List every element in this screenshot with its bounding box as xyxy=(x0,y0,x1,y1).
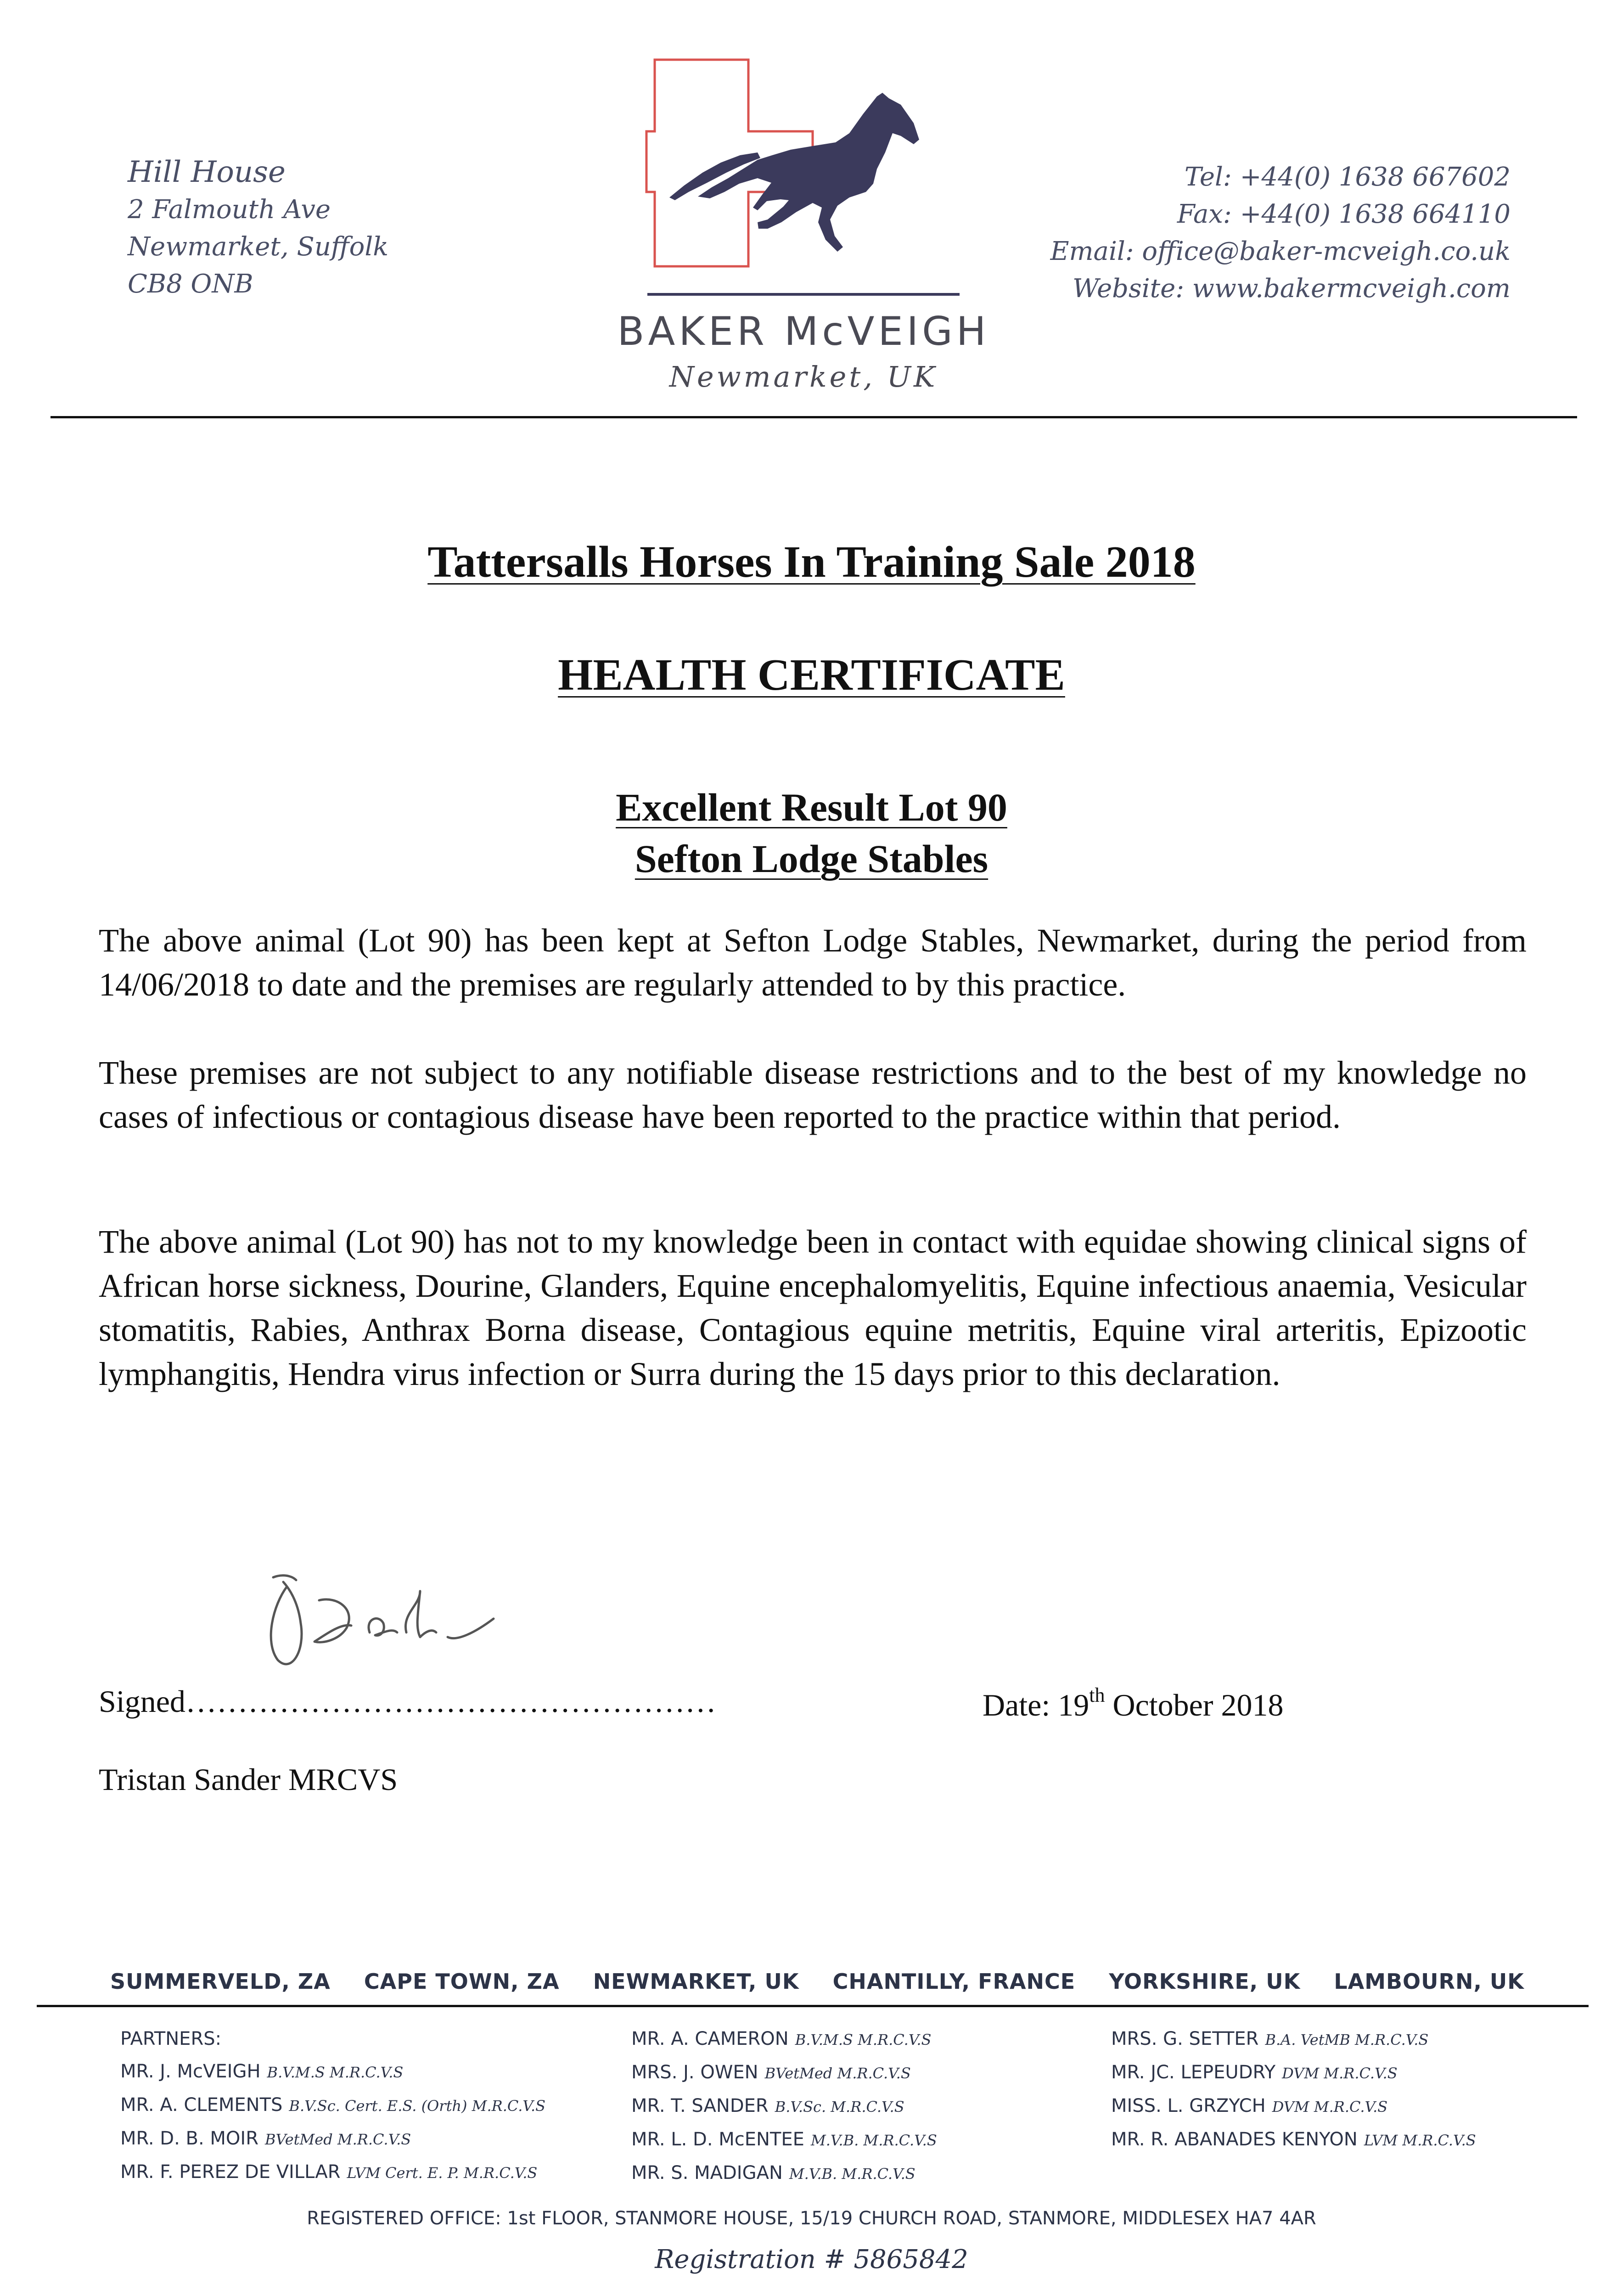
partner-entry: MISS. L. GRZYCH DVM M.R.C.V.S xyxy=(1111,2095,1388,2116)
office-location: NEWMARKET, UK xyxy=(593,1969,799,1994)
partner-entry: MRS. G. SETTER B.A. VetMB M.R.C.V.S xyxy=(1111,2028,1429,2049)
partners-column xyxy=(631,2023,937,2190)
header-divider xyxy=(51,416,1577,418)
subject-heading xyxy=(0,782,1623,884)
practice-contact xyxy=(1050,158,1511,307)
partner-entry: MR. F. PEREZ DE VILLAR LVM Cert. E. P. M.R.C.V.S xyxy=(120,2161,538,2183)
partner-entry: MR. S. MADIGAN M.V.B. M.R.C.V.S xyxy=(631,2162,915,2183)
body-paragraph: These premises are not subject to any notifiable disease restrictions and to the best of my knowledge no cases of infectious or contagious disease have been reported to the practice within that period. xyxy=(99,1054,1527,1135)
partner-entry: MR. L. D. McENTEE M.V.B. M.R.C.V.S xyxy=(631,2129,937,2150)
partner-entry: MR. R. ABANADES KENYON LVM M.R.C.V.S xyxy=(1111,2129,1476,2150)
partner-entry: MR. D. B. MOIR BVetMed M.R.C.V.S xyxy=(120,2128,411,2149)
sale-title: Tattersalls Horses In Training Sale 2018 xyxy=(427,537,1196,587)
partner-entry: MR. J. McVEIGH B.V.M.S M.R.C.V.S xyxy=(120,2061,404,2082)
office-locations xyxy=(110,1969,1524,1994)
certificate-date: Date: 19th October 2018 xyxy=(983,1684,1284,1722)
subject-lot: Excellent Result Lot 90 xyxy=(616,785,1007,829)
baker-mcveigh-logo xyxy=(592,54,1015,339)
partner-entry: MR. T. SANDER B.V.Sc. M.R.C.V.S xyxy=(631,2095,904,2116)
partners-heading: PARTNERS: xyxy=(120,2028,222,2049)
address-line: CB8 ONB xyxy=(128,269,253,299)
office-location: SUMMERVELD, ZA xyxy=(110,1969,331,1994)
footer-divider xyxy=(37,2005,1589,2007)
office-location: LAMBOURN, UK xyxy=(1334,1969,1524,1994)
office-location: CAPE TOWN, ZA xyxy=(364,1969,560,1994)
signer-name: Tristan Sander MRCVS xyxy=(99,1762,398,1797)
signature-line: Signed…………………………………………… xyxy=(99,1684,716,1719)
fax-number: Fax: +44(0) 1638 664110 xyxy=(1177,199,1511,229)
email-address: Email: office@baker-mcveigh.co.uk xyxy=(1050,236,1511,266)
partner-entry: MRS. J. OWEN BVetMed M.R.C.V.S xyxy=(631,2062,911,2083)
registered-office: REGISTERED OFFICE: 1st FLOOR, STANMORE HOUSE, 15/19 CHURCH ROAD, STANMORE, MIDDLESEX HA7 4AR xyxy=(307,2208,1316,2229)
partners-column xyxy=(1111,2023,1476,2157)
brand-name: BAKER McVEIGH xyxy=(617,309,990,355)
certificate-title: HEALTH CERTIFICATE xyxy=(558,650,1065,700)
subject-stables: Sefton Lodge Stables xyxy=(635,837,988,881)
galloping-horse-icon xyxy=(669,93,919,252)
partner-entry: MR. A. CAMERON B.V.M.S M.R.C.V.S xyxy=(631,2028,932,2049)
partner-entry: MR. A. CLEMENTS B.V.Sc. Cert. E.S. (Orth) M.R.C.V.S xyxy=(120,2094,546,2116)
office-location: YORKSHIRE, UK xyxy=(1109,1969,1301,1994)
practice-address xyxy=(128,154,388,303)
address-line: Hill House xyxy=(128,155,286,189)
office-location: CHANTILLY, FRANCE xyxy=(832,1969,1076,1994)
partners-column xyxy=(120,2023,545,2189)
handwritten-signature xyxy=(255,1564,539,1683)
phone-number: Tel: +44(0) 1638 667602 xyxy=(1184,162,1511,192)
logo-underline xyxy=(647,293,960,296)
body-paragraph: The above animal (Lot 90) has not to my knowledge been in contact with equidae showing clinical signs of African horse sickness, Dourine, Glanders, Equine encephalomyelitis, Equine infectious anaemia, Vesicular stomatitis, Rabies, Anthrax Borna disease, Contagious equine metritis, Equine viral arteritis, Epizootic lymphangitis, Hendra virus infection or Surra during the 15 days prior to this declaration. xyxy=(99,1223,1527,1392)
address-line: Newmarket, Suffolk xyxy=(128,232,389,262)
brand-location: Newmarket, UK xyxy=(669,360,938,394)
body-paragraph: The above animal (Lot 90) has been kept at Sefton Lodge Stables, Newmarket, during the period from 14/06/2018 to date and the premises are regularly attended to by this practice. xyxy=(99,922,1527,1003)
address-line: 2 Falmouth Ave xyxy=(128,195,331,225)
partner-entry: MR. JC. LEPEUDRY DVM M.R.C.V.S xyxy=(1111,2062,1398,2083)
registration-number: Registration # 5865842 xyxy=(655,2245,968,2274)
website-address: Website: www.bakermcveigh.com xyxy=(1072,274,1511,304)
